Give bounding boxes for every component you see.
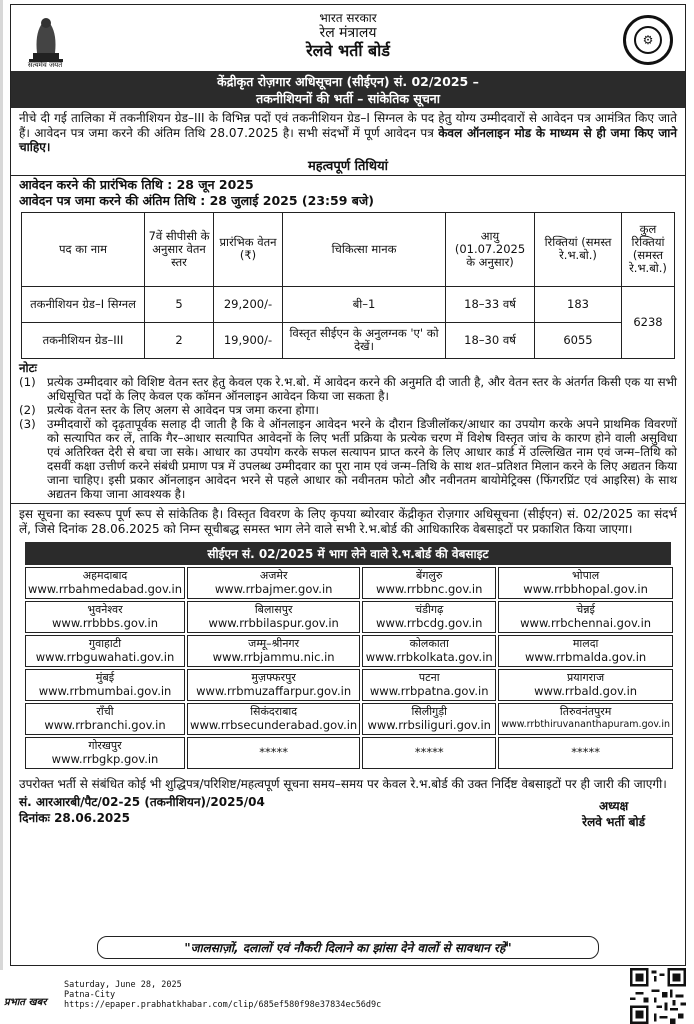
website-cell [187,703,360,735]
note-item [19,417,677,501]
websites-table [23,565,675,771]
start-date: आवेदन करने की प्रारंभिक तिथि : 28 जून 2025 [19,176,254,192]
board-city: मुज़फ्फरपुर [251,671,296,684]
board-website-link[interactable]: ***** [571,745,600,760]
post-name: तकनीशियन ग्रेड–III [22,322,145,358]
initial-pay: 19,900/- [214,322,283,358]
board-website-link[interactable]: www.rrbahmedabad.gov.in [28,581,183,596]
pay-level: 2 [145,322,214,358]
website-cell [498,601,673,633]
col-header: प्रारंभिक वेतन (₹) [214,212,283,286]
website-cell [498,737,673,769]
board-city: तिरुवनंतपुरम [559,705,612,718]
board-website-link[interactable]: www.rrbguwahati.gov.in [35,649,175,664]
col-header: 7वें सीपीसी के अनुसार वेतन स्तर [145,212,214,286]
board-city: चेन्नई [576,603,595,616]
board-city: गोरखपुर [88,739,122,752]
website-cell [187,601,360,633]
emblem-caption: सत्यमेव जयते [27,61,63,69]
website-row [25,635,673,667]
board-website-link[interactable]: www.rrbmumbai.gov.in [38,683,172,698]
websites-heading: सीईएन सं. 02/2025 में भाग लेने वाले रे.भ.बोर्ड की वेबसाइट [25,542,671,565]
website-row [25,669,673,701]
intro-paragraph [11,108,685,155]
board-website-link[interactable]: www.rrbsecunderabad.gov.in [190,717,358,732]
website-cell [362,601,496,633]
website-cell [362,703,496,735]
header [11,5,685,71]
pay-level: 5 [145,286,214,322]
initial-pay: 29,200/- [214,286,283,322]
board-city: चंडीगढ़ [415,603,444,616]
note-number: (2) [19,402,36,417]
clip-date: Saturday, June 28, 2025 [64,980,182,990]
cen-subtitle: तकनीशियनों की भर्ती – सांकेतिक सूचना [11,91,685,108]
total-vacancies: 6238 [622,286,675,358]
issue-date: दिनांकः 28.06.2025 [19,810,130,825]
board-city: पटना [418,671,440,684]
website-row [25,737,673,769]
website-row [25,703,673,735]
col-header: पद का नाम [22,212,145,286]
board-website-link[interactable]: www.rrbcdg.gov.in [376,615,483,630]
national-emblem-icon [27,13,65,65]
qr-code-icon[interactable] [630,968,686,1024]
table-row [22,322,675,358]
cen-title: केंद्रीकृत रोज़गार अधिसूचना (सीईएन) सं. 02/2025 – [11,71,685,91]
website-row [25,567,673,599]
note-item [19,375,677,403]
note-text: उम्मीदवारों को दृढ़तापूर्वक सलाह दी जाती है कि वे ऑनलाइन आवेदन भरने के दौरान डिजीलॉकर/आधार का उपयोग करके अपने प्राथमिक विवरणों को सत्यापित कर लें, ताकि गैर–आधार सत्यापित आवेदनों के लिए भर्ती प्रक्रिया के प्रत्येक चरण में विशेष विस्तृत जांच के कारण होने वाली असुविधा एवं अतिरिक्त देरी से बचा जा सके। आधार का उपयोग करके सफल सत्यापन प्राप्त करने के लिए आधार कार्ड में उल्लिखित नाम एवं जन्म–तिथि को दसवीं कक्षा उत्तीर्ण करने संबंधी प्रमाण पत्र में उपलब्ध उम्मीदवार का पूरा नाम एवं जन्म–तिथि के साथ शत–प्रतिशत मिलान करने के लिए अद्यतन किया जाना चाहिए। इसी प्रकार ऑनलाइन आवेदन भरने से पहले आधार को नवीनतम फोटो और नवीनतम बायोमेट्रिक्स (फिंगरप्रिंट एवं आइरिस) के साथ अद्यतन किया जाना आवश्यक है। [47,416,677,501]
age-limit: 18–33 वर्ष [446,286,535,322]
header-line-2: रेल मंत्रालय [319,25,377,41]
website-cell [187,669,360,701]
notes [11,359,685,503]
fraud-warning: "जालसाज़ों, दलालों एवं नौकरी दिलाने का झांसा देने वालों से सावधान रहें" [97,936,599,959]
col-header: चिकित्सा मानक [283,212,446,286]
board-city: मालदा [572,637,599,650]
scan-edge [0,0,3,970]
publisher-logo: प्रभात खबर [4,997,47,1008]
website-cell [362,635,496,667]
vacancies: 6055 [535,322,622,358]
reference-block [19,794,265,826]
header-line-3: रेलवे भर्ती बोर्ड [306,41,390,60]
board-city: बेंगलुरु [415,569,443,582]
board-city: प्रयागराज [567,671,605,684]
board-website-link[interactable]: www.rrbkolkata.gov.in [365,649,493,664]
board-website-link[interactable]: ***** [259,745,289,760]
board-website-link[interactable]: www.rrbbnc.gov.in [376,581,483,596]
medical-standard: बी–1 [283,286,446,322]
website-cell [25,601,185,633]
website-row [25,601,673,633]
vacancy-table [21,212,675,359]
note-number: (3) [19,416,36,431]
board-website-link[interactable]: www.rrbbbs.gov.in [52,615,159,630]
board-city: रॉंची [96,705,114,718]
notes-heading: नोटः [19,360,37,375]
board-website-link[interactable]: www.rrbchennai.gov.in [520,615,652,630]
website-cell [498,669,673,701]
board-website-link[interactable]: www.rrbbhopal.gov.in [523,581,648,596]
age-limit: 18–30 वर्ष [446,322,535,358]
signatory [582,798,645,830]
clip-info [64,980,381,1010]
website-cell [187,635,360,667]
website-cell [25,669,185,701]
board-city: मुंबई [95,671,115,684]
website-cell [498,703,673,735]
col-header: आयु (01.07.2025 के अनुसार) [446,212,535,286]
board-website-link[interactable]: www.rrbsiliguri.gov.in [367,717,491,732]
board-website-link[interactable]: ***** [414,745,444,760]
note-text: प्रत्येक वेतन स्तर के लिए अलग से आवेदन पत्र जमा करना होगा। [47,402,319,417]
important-dates [11,176,685,210]
epaper-footer [0,968,694,1024]
website-cell [362,737,496,769]
clip-url[interactable]: https://epaper.prabhatkhabar.com/clip/685ef580f98e37834ec56d9c [64,1000,382,1010]
board-website-link[interactable]: www.rrbgkp.gov.in [51,751,159,766]
corrigendum-paragraph: उपरोक्त भर्ती से संबंधित कोई भी शुद्धिपत्र/परिशिष्ट/महत्वपूर्ण सूचना समय–समय पर केवल रे.भ.बोर्ड की उक्त निर्दिष्ट वेबसाइटों पर ही जारी की जाएगी। [19,776,667,791]
designation: अध्यक्ष [598,798,629,813]
website-cell [498,635,673,667]
board-city: अहमदाबाद [82,569,128,582]
website-cell [187,567,360,599]
board-website-link[interactable]: www.rrbmalda.gov.in [524,649,647,664]
board-website-link[interactable]: www.rrbbilaspur.gov.in [208,615,339,630]
board-city: सिलीगुड़ी [411,705,447,718]
reference-number: सं. आरआरबी/पैट/02-25 (तकनीशियन)/2025/04 [19,794,265,809]
table-row [22,286,675,322]
website-cell [362,669,496,701]
col-header: कुल रिक्तियां (समस्त रे.भ.बो.) [622,212,675,286]
board-city: कोलकाता [409,637,449,650]
clip-edition: Patna-City [64,990,116,1000]
website-cell [498,567,673,599]
board-website-link[interactable]: www.rrbthiruvananthapuram.gov.in [501,718,670,730]
board-website-link[interactable]: www.rrbajmer.gov.in [214,581,333,596]
board-city: बिलासपुर [254,603,293,616]
website-cell [362,567,496,599]
end-date: आवेदन पत्र जमा करने की अंतिम तिथि : 28 जुलाई 2025 (23:59 बजे) [19,192,374,208]
header-line-1: भारत सरकार [319,11,377,25]
board-name: रेलवे भर्ती बोर्ड [582,814,645,829]
website-cell [25,635,185,667]
signature-block [11,792,685,836]
website-cell [25,567,185,599]
board-city: गुवाहाटी [88,637,122,650]
indicative-notice-paragraph: इस सूचना का स्वरूप पूर्ण रूप से सांकेतिक है। विस्तृत विवरण के लिए कृपया ब्योरवार केंद्रीकृत रोज़गार अधिसूचना (सीईएन) सं. 02/2025 का संदर्भ लें, जिसे दिनांक 28.06.2025 को निम्न सूचीबद्ध समस्त भाग लेने वाले सभी रे.भ.बोर्ड की आधिकारिक वेबसाइटों पर प्रकाशित किया जाएगा। [19,506,677,536]
website-cell [25,703,185,735]
board-city: अजमेर [259,569,288,582]
intro-text: नीचे दी गई तालिका में तकनीशियन ग्रेड–III के विभिन्न पदों एवं तकनीशियन ग्रेड–I सिग्नल के पद हेतु योग्य उम्मीदवारों से आवेदन पत्र आमंत्रित किए जाते हैं। आवेदन पत्र जमा करने की अंतिम तिथि 28.07.2025 है। सभी संदर्भों में पूर्ण आवेदन पत्र [19,111,677,140]
website-cell [187,737,360,769]
board-city: सिकंदराबाद [250,705,298,718]
advertisement [10,4,686,966]
post-name: तकनीशियन ग्रेड–I सिग्नल [22,286,145,322]
important-dates-heading: महत्वपूर्ण तिथियां [11,155,685,176]
vacancies: 183 [535,286,622,322]
note-item [19,403,677,417]
board-city: भोपाल [572,569,600,582]
board-website-link[interactable]: www.rrbjammu.nic.in [212,649,335,664]
board-website-link[interactable]: www.rrbranchi.gov.in [44,717,166,732]
intro-bold: केवल ऑनलाइन मोड के माध्यम से ही जमा किए जाने चाहिए। [19,125,677,154]
board-website-link[interactable]: www.rrbald.gov.in [534,683,638,698]
note-text: प्रत्येक उम्मीदवार को विशिष्ट वेतन स्तर हेतु केवल एक रे.भ.बो. में आवेदन करने की अनुमति दी जाती है, और वेतन स्तर के अंतर्गत किसी एक या सभी अधिसूचित पदों के लिए केवल एक कॉमन ऑनलाइन आवेदन किया जा सकता है। [47,374,677,403]
note-number: (1) [19,374,36,389]
medical-standard: विस्तृत सीईएन के अनुलग्नक 'ए' को देखें। [283,322,446,358]
board-website-link[interactable]: www.rrbmuzaffarpur.gov.in [196,683,352,698]
board-website-link[interactable]: www.rrbpatna.gov.in [369,683,489,698]
board-city: भुवनेश्वर [87,603,123,616]
col-header: रिक्तियां (समस्त रे.भ.बो.) [535,212,622,286]
board-city: जम्मू–श्रीनगर [248,637,300,650]
indian-railways-logo-icon: ⚙ [623,15,673,65]
website-cell [25,737,185,769]
